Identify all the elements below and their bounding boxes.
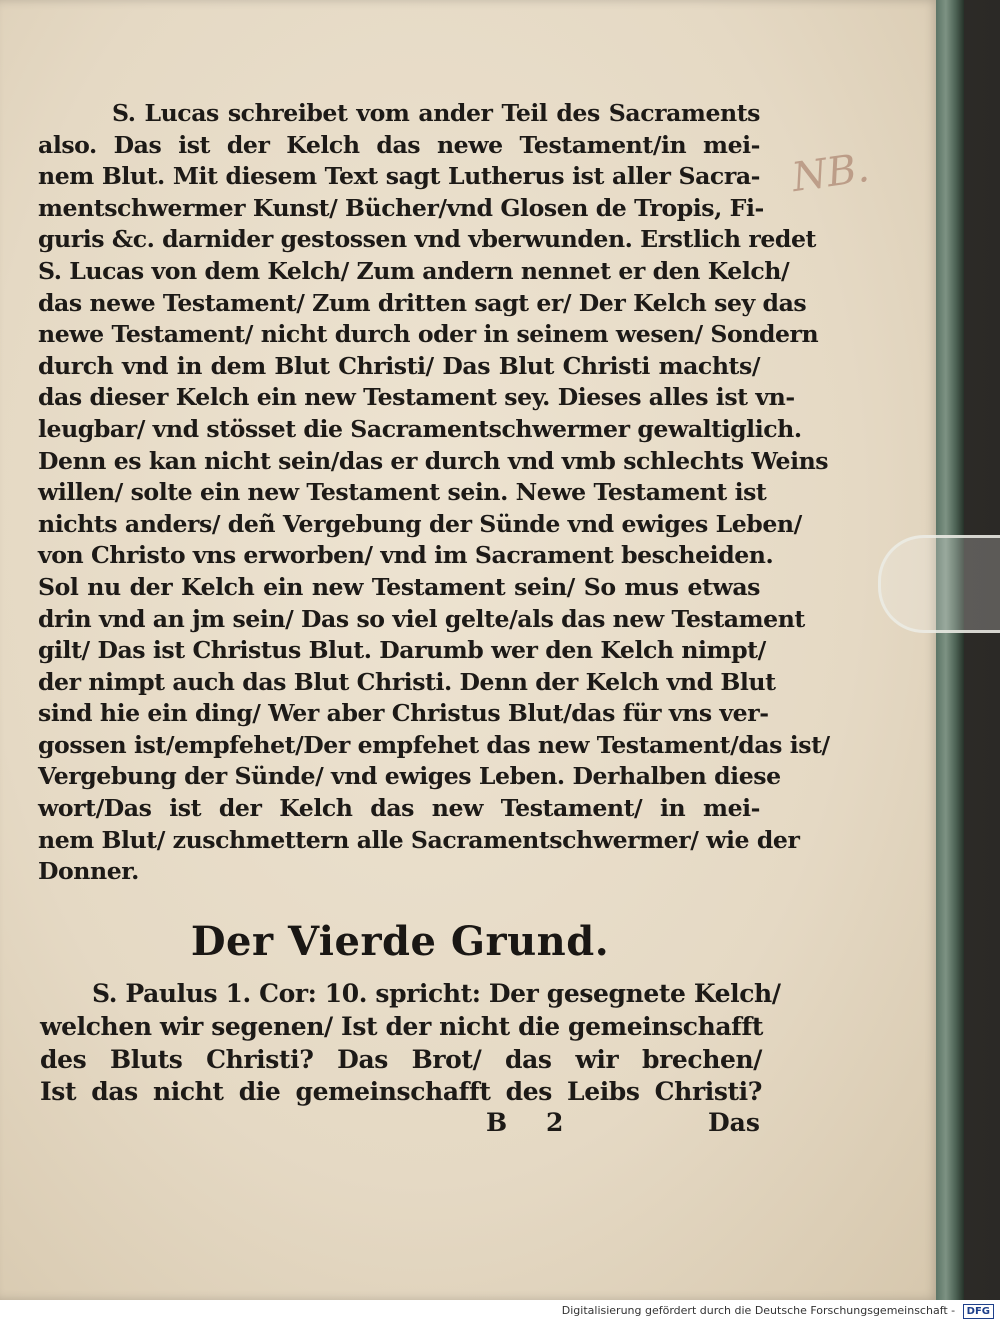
paragraph-2: [40, 978, 781, 1109]
signature-number: 2: [546, 1108, 564, 1137]
text-line: sind hie ein ding/ Wer aber Christus Blut/das für vns ver-: [38, 699, 769, 728]
signature-letter: B: [486, 1108, 508, 1137]
footer-credit: Digitalisierung gefördert durch die Deutsche Forschungsgemeinschaft -: [561, 1304, 956, 1317]
paragraph-1: [38, 98, 830, 888]
text-line: durch vnd in dem Blut Christi/ Das Blut Christi machts/: [38, 351, 760, 380]
text-line: Donner.: [38, 857, 139, 886]
text-line: S. Paulus 1. Cor: 10. spricht: Der gesegnete Kelch/: [92, 979, 781, 1008]
text-line: das newe Testament/ Zum dritten sagt er/ Der Kelch sey das: [38, 288, 807, 317]
text-line: nichts anders/ deñ Vergebung der Sünde vnd ewiges Leben/: [38, 509, 802, 538]
book-page-edge: [936, 0, 964, 1300]
text-line: newe Testament/ nicht durch oder in seinem wesen/ Sondern: [38, 320, 819, 349]
text-line: wort/Das ist der Kelch das new Testament/ in mei-: [38, 794, 760, 823]
text-line: das dieser Kelch ein new Testament sey. Dieses alles ist vn-: [38, 383, 795, 412]
text-line: gilt/ Das ist Christus Blut. Darumb wer den Kelch nimpt/: [38, 636, 766, 665]
text-line: S. Lucas von dem Kelch/ Zum andern nennet er den Kelch/: [38, 256, 790, 285]
catchword: Das: [708, 1108, 760, 1137]
text-line: nem Blut. Mit diesem Text sagt Lutherus ist aller Sacra-: [38, 162, 760, 191]
margin-annotation: NB.: [789, 144, 872, 202]
text-line: der nimpt auch das Blut Christi. Denn der Kelch vnd Blut: [38, 667, 776, 696]
text-line: mentschwermer Kunst/ Bücher/vnd Glosen de Tropis, Fi-: [38, 193, 764, 222]
text-line: willen/ solte ein new Testament sein. Newe Testament ist: [38, 478, 767, 507]
section-heading: Der Vierde Grund.: [190, 918, 610, 965]
text-line: welchen wir segenen/ Ist der nicht die gemeinschafft: [40, 1011, 763, 1041]
text-line: Vergebung der Sünde/ vnd ewiges Leben. Derhalben diese: [38, 762, 781, 791]
text-line: Denn es kan nicht sein/das er durch vnd vmb schlechts Weins: [38, 446, 829, 475]
text-line: leugbar/ vnd stösset die Sacramentschwermer gewaltiglich.: [38, 414, 802, 443]
text-line: des Bluts Christi? Das Brot/ das wir brechen/: [40, 1044, 762, 1074]
dfg-logo: DFG: [963, 1304, 994, 1319]
text-line: nem Blut/ zuschmettern alle Sacramentschwermer/ wie der: [38, 825, 800, 854]
text-line: drin vnd an jm sein/ Das so viel gelte/als das new Testament: [38, 604, 805, 633]
text-line: von Christo vns erworben/ vnd im Sacrament bescheiden.: [38, 541, 774, 570]
text-line: Ist das nicht die gemeinschafft des Leibs Christi?: [40, 1077, 762, 1107]
text-line: also. Das ist der Kelch das newe Testament/in mei-: [38, 130, 760, 159]
text-line: Sol nu der Kelch ein new Testament sein/ So mus etwas: [38, 572, 760, 601]
text-line: S. Lucas schreibet vom ander Teil des Sacraments: [112, 99, 760, 127]
paper-clip-icon: [878, 535, 1000, 633]
text-line: guris &c. darnider gestossen vnd vberwunden. Erstlich redet: [38, 225, 816, 254]
text-line: gossen ist/empfehet/Der empfehet das new Testament/das ist/: [38, 730, 830, 759]
footer-bar: [0, 1300, 1000, 1322]
